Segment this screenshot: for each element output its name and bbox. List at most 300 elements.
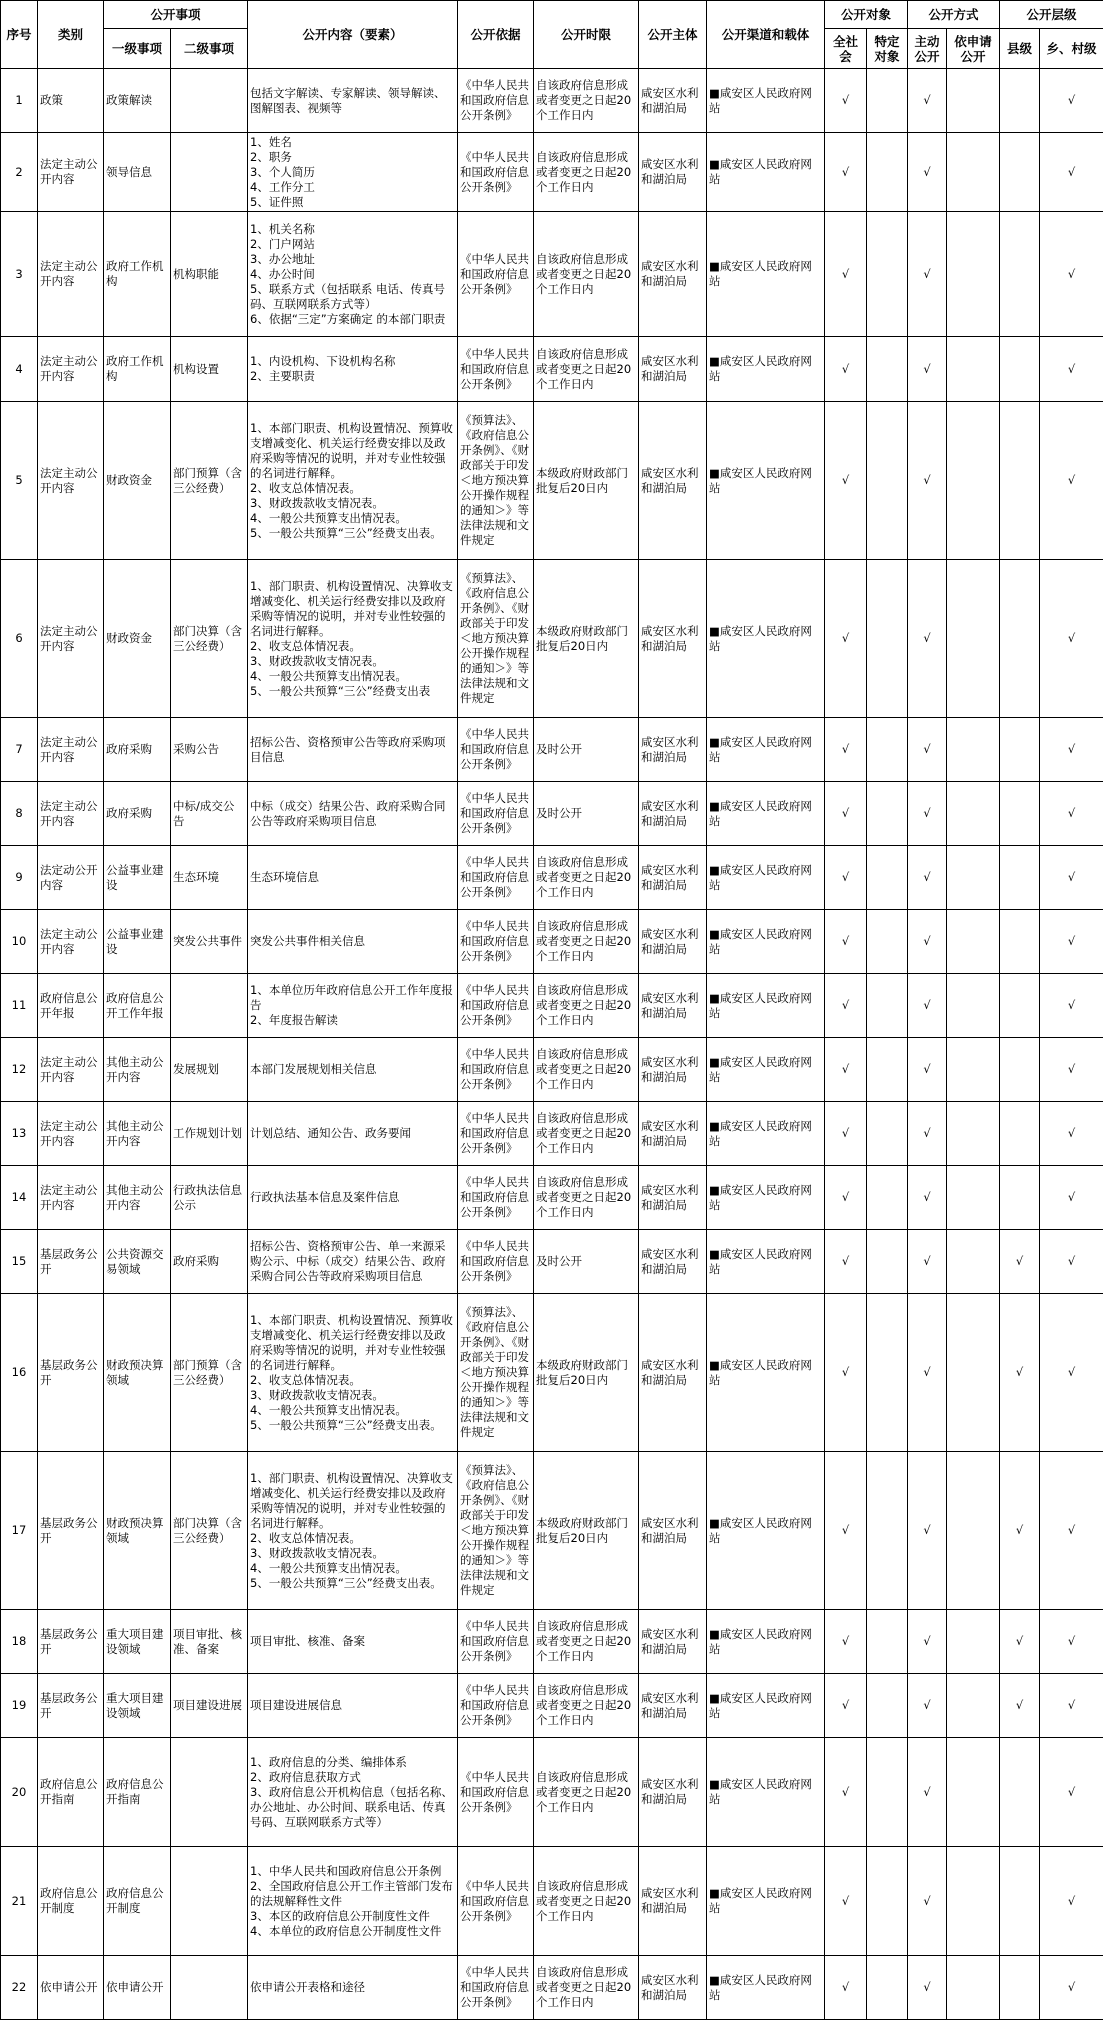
- row-subject: 咸安区水利和湖泊局: [639, 782, 707, 846]
- check-all: [825, 1674, 867, 1738]
- row-subject: 咸安区水利和湖泊局: [639, 1674, 707, 1738]
- row-subject: 咸安区水利和湖泊局: [639, 1738, 707, 1847]
- check-village: [1040, 337, 1103, 402]
- check-all: [825, 212, 867, 337]
- row-level2: 机构职能: [171, 212, 248, 337]
- row-timelimit: 自该政府信息形成或者变更之日起20个工作日内: [534, 1738, 639, 1847]
- check-county: [1000, 1230, 1040, 1294]
- check-all: [825, 846, 867, 910]
- check-apply: [947, 910, 1000, 974]
- table-row: [1, 1038, 1103, 1102]
- check-mark-icon: √: [1067, 1893, 1076, 1908]
- check-active: [908, 1230, 947, 1294]
- row-content: 本部门发展规划相关信息: [248, 1038, 458, 1102]
- check-mark-icon: √: [923, 361, 931, 376]
- table-row: [1, 782, 1103, 846]
- header-tier: 公开层级: [1000, 1, 1103, 29]
- row-channel: ■咸安区人民政府网站: [707, 1102, 825, 1166]
- row-content: 招标公告、资格预审公告、单一来源采购公示、中标（成交）结果公告、政府采购合同公告等政府采购项目信息: [248, 1230, 458, 1294]
- check-mark-icon: √: [841, 806, 850, 820]
- row-subject: 咸安区水利和湖泊局: [639, 337, 707, 402]
- row-channel: ■咸安区人民政府网站: [707, 910, 825, 974]
- check-village: [1040, 1230, 1103, 1294]
- check-village: [1040, 1738, 1103, 1847]
- table-row: [1, 846, 1103, 910]
- row-basis: 《中华人民共和国政府信息公开条例》: [458, 1166, 534, 1230]
- row-level2: 部门决算（含三公经费）: [171, 1452, 248, 1610]
- row-category: 政府信息公开制度: [38, 1847, 104, 1956]
- row-content: 中标（成交）结果公告、政府采购合同公告等政府采购项目信息: [248, 782, 458, 846]
- check-county: [1000, 1847, 1040, 1956]
- row-level1: 领导信息: [104, 133, 171, 212]
- row-subject: 咸安区水利和湖泊局: [639, 1294, 707, 1452]
- check-mark-icon: √: [841, 361, 850, 376]
- check-mark-icon: √: [923, 742, 931, 756]
- check-spec: [867, 974, 908, 1038]
- check-apply: [947, 1847, 1000, 1956]
- row-seq: 15: [1, 1230, 38, 1294]
- check-mark-icon: √: [1067, 806, 1076, 820]
- row-subject: 咸安区水利和湖泊局: [639, 846, 707, 910]
- table-row: [1, 1230, 1103, 1294]
- header-tier-county: 县级: [1000, 29, 1040, 69]
- check-active: [908, 782, 947, 846]
- row-timelimit: 自该政府信息形成或者变更之日起20个工作日内: [534, 1847, 639, 1956]
- check-mark-icon: √: [841, 1190, 850, 1204]
- row-basis: 《中华人民共和国政府信息公开条例》: [458, 1230, 534, 1294]
- row-level1: 政府工作机构: [104, 212, 171, 337]
- check-all: [825, 1956, 867, 2020]
- check-mark-icon: √: [1067, 1523, 1076, 1537]
- check-county: [1000, 402, 1040, 560]
- row-basis: 《中华人民共和国政府信息公开条例》: [458, 718, 534, 782]
- row-channel: ■咸安区人民政府网站: [707, 133, 825, 212]
- check-village: [1040, 846, 1103, 910]
- row-level1: 政府采购: [104, 718, 171, 782]
- row-level1: 财政资金: [104, 402, 171, 560]
- row-subject: 咸安区水利和湖泊局: [639, 910, 707, 974]
- row-seq: 11: [1, 974, 38, 1038]
- row-timelimit: 自该政府信息形成或者变更之日起20个工作日内: [534, 1610, 639, 1674]
- row-subject: 咸安区水利和湖泊局: [639, 133, 707, 212]
- check-village: [1040, 1102, 1103, 1166]
- header-method-apply: 依申请公开: [947, 29, 1000, 69]
- row-basis: 《中华人民共和国政府信息公开条例》: [458, 337, 534, 402]
- check-spec: [867, 69, 908, 133]
- check-spec: [867, 910, 908, 974]
- check-apply: [947, 69, 1000, 133]
- row-content: 1、姓名 2、职务 3、个人简历 4、工作分工 5、证件照: [248, 133, 458, 212]
- row-seq: 21: [1, 1847, 38, 1956]
- row-level1: 其他主动公开内容: [104, 1102, 171, 1166]
- row-timelimit: 本级政府财政部门批复后20日内: [534, 1452, 639, 1610]
- row-seq: 16: [1, 1294, 38, 1452]
- check-mark-icon: √: [1067, 1254, 1076, 1268]
- row-timelimit: 本级政府财政部门批复后20日内: [534, 1294, 639, 1452]
- row-content: 1、政府信息的分类、编排体系 2、政府信息获取方式 3、政府信息公开机构信息（包括名称、办公地址、办公时间、联系电话、传真号码、互联网联系方式等）: [248, 1738, 458, 1847]
- row-basis: 《中华人民共和国政府信息公开条例》: [458, 846, 534, 910]
- check-all: [825, 910, 867, 974]
- row-level2: 工作规划计划: [171, 1102, 248, 1166]
- row-basis: 《预算法》、《政府信息公开条例》、《财政部关于印发＜地方预决算公开操作规程的通知＞》等法律法规和文件规定: [458, 560, 534, 718]
- row-basis: 《中华人民共和国政府信息公开条例》: [458, 1038, 534, 1102]
- row-level1: 公益事业建设: [104, 910, 171, 974]
- check-all: [825, 782, 867, 846]
- check-all: [825, 1294, 867, 1452]
- row-timelimit: 自该政府信息形成或者变更之日起20个工作日内: [534, 974, 639, 1038]
- check-apply: [947, 1166, 1000, 1230]
- row-category: 依申请公开: [38, 1956, 104, 2020]
- check-county: [1000, 1738, 1040, 1847]
- row-timelimit: 自该政府信息形成或者变更之日起20个工作日内: [534, 1038, 639, 1102]
- check-active: [908, 1166, 947, 1230]
- row-seq: 9: [1, 846, 38, 910]
- check-mark-icon: √: [923, 1062, 931, 1076]
- check-mark-icon: √: [923, 93, 931, 107]
- row-level1: 政府工作机构: [104, 337, 171, 402]
- check-spec: [867, 1230, 908, 1294]
- check-spec: [867, 1610, 908, 1674]
- row-seq: 19: [1, 1674, 38, 1738]
- check-mark-icon: √: [841, 934, 850, 948]
- row-level1: 政府信息公开工作年报: [104, 974, 171, 1038]
- check-mark-icon: √: [923, 164, 931, 179]
- check-apply: [947, 846, 1000, 910]
- check-mark-icon: √: [923, 1365, 931, 1379]
- check-mark-icon: √: [1067, 164, 1076, 179]
- check-active: [908, 69, 947, 133]
- row-channel: ■咸安区人民政府网站: [707, 402, 825, 560]
- check-apply: [947, 782, 1000, 846]
- check-mark-icon: √: [1067, 93, 1076, 107]
- check-village: [1040, 1610, 1103, 1674]
- row-seq: 22: [1, 1956, 38, 2020]
- check-apply: [947, 1294, 1000, 1452]
- check-county: [1000, 1610, 1040, 1674]
- check-county: [1000, 910, 1040, 974]
- check-active: [908, 1610, 947, 1674]
- check-active: [908, 1294, 947, 1452]
- table-row: [1, 560, 1103, 718]
- row-category: 法定主动公开内容: [38, 910, 104, 974]
- row-channel: ■咸安区人民政府网站: [707, 1166, 825, 1230]
- row-content: 包括文字解读、专家解读、领导解读、图解图表、视频等: [248, 69, 458, 133]
- check-active: [908, 1038, 947, 1102]
- row-subject: 咸安区水利和湖泊局: [639, 974, 707, 1038]
- table-row: [1, 1738, 1103, 1847]
- check-village: [1040, 718, 1103, 782]
- row-basis: 《中华人民共和国政府信息公开条例》: [458, 1674, 534, 1738]
- check-all: [825, 1847, 867, 1956]
- row-seq: 10: [1, 910, 38, 974]
- header-channel: 公开渠道和载体: [707, 1, 825, 69]
- check-county: [1000, 1674, 1040, 1738]
- row-level1: 其他主动公开内容: [104, 1038, 171, 1102]
- row-channel: ■咸安区人民政府网站: [707, 212, 825, 337]
- check-village: [1040, 212, 1103, 337]
- check-apply: [947, 1230, 1000, 1294]
- check-mark-icon: √: [1067, 266, 1076, 281]
- row-level1: 依申请公开: [104, 1956, 171, 2020]
- row-subject: 咸安区水利和湖泊局: [639, 718, 707, 782]
- row-content: 1、本部门职责、机构设置情况、预算收支增减变化、机关运行经费安排以及政府采购等情况的说明，并对专业性较强的名词进行解释。 2、收支总体情况表。 3、财政拨款收支情况表。 4、一般公共预算支出情况表。 5、一般公共预算“三公”经费支出表。: [248, 1294, 458, 1452]
- table-row: [1, 1166, 1103, 1230]
- row-level2: 突发公共事件: [171, 910, 248, 974]
- row-basis: 《中华人民共和国政府信息公开条例》: [458, 1610, 534, 1674]
- row-subject: 咸安区水利和湖泊局: [639, 1452, 707, 1610]
- check-county: [1000, 846, 1040, 910]
- check-mark-icon: √: [1067, 1126, 1076, 1140]
- row-category: 法定主动公开内容: [38, 1166, 104, 1230]
- row-channel: ■咸安区人民政府网站: [707, 1294, 825, 1452]
- check-mark-icon: √: [923, 1190, 931, 1204]
- row-timelimit: 自该政府信息形成或者变更之日起20个工作日内: [534, 1674, 639, 1738]
- header-target-all: 全社会: [825, 29, 867, 69]
- check-active: [908, 212, 947, 337]
- check-mark-icon: √: [1067, 361, 1076, 376]
- check-spec: [867, 337, 908, 402]
- check-county: [1000, 1956, 1040, 2020]
- check-apply: [947, 1956, 1000, 2020]
- check-spec: [867, 846, 908, 910]
- row-content: 1、部门职责、机构设置情况、决算收支增减变化、机关运行经费安排以及政府采购等情况的说明，并对专业性较强的名词进行解释。 2、收支总体情况表。 3、财政拨款收支情况表。 4、一般公共预算支出情况表。 5、一般公共预算“三公”经费支出表: [248, 560, 458, 718]
- row-subject: 咸安区水利和湖泊局: [639, 560, 707, 718]
- check-mark-icon: √: [1015, 1254, 1024, 1268]
- check-spec: [867, 560, 908, 718]
- check-apply: [947, 1610, 1000, 1674]
- row-content: 1、本部门职责、机构设置情况、预算收支增减变化、机关运行经费安排以及政府采购等情况的说明，并对专业性较强的名词进行解释。 2、收支总体情况表。 3、财政拨款收支情况表。 4、一般公共预算支出情况表。 5、一般公共预算“三公”经费支出表。: [248, 402, 458, 560]
- row-timelimit: 自该政府信息形成或者变更之日起20个工作日内: [534, 133, 639, 212]
- row-basis: 《中华人民共和国政府信息公开条例》: [458, 133, 534, 212]
- check-apply: [947, 560, 1000, 718]
- row-timelimit: 及时公开: [534, 718, 639, 782]
- check-all: [825, 560, 867, 718]
- check-village: [1040, 782, 1103, 846]
- row-content: 突发公共事件相关信息: [248, 910, 458, 974]
- check-mark-icon: √: [1067, 473, 1076, 487]
- check-apply: [947, 718, 1000, 782]
- row-level2: 部门决算（含三公经费）: [171, 560, 248, 718]
- check-mark-icon: √: [841, 742, 850, 756]
- check-county: [1000, 69, 1040, 133]
- check-mark-icon: √: [923, 1784, 931, 1799]
- check-mark-icon: √: [1015, 1365, 1024, 1379]
- table-row: [1, 133, 1103, 212]
- row-category: 基层政务公开: [38, 1230, 104, 1294]
- row-level2: 项目建设进展: [171, 1674, 248, 1738]
- check-mark-icon: √: [923, 1254, 931, 1268]
- check-all: [825, 1102, 867, 1166]
- row-timelimit: 自该政府信息形成或者变更之日起20个工作日内: [534, 69, 639, 133]
- row-level2: 发展规划: [171, 1038, 248, 1102]
- check-all: [825, 402, 867, 560]
- check-mark-icon: √: [923, 473, 931, 487]
- table-body: [1, 69, 1103, 2020]
- row-basis: 《预算法》、《政府信息公开条例》、《财政部关于印发＜地方预决算公开操作规程的通知＞》等法律法规和文件规定: [458, 402, 534, 560]
- row-content: 1、中华人民共和国政府信息公开条例 2、全国政府信息公开工作主管部门发布的法规解释性文件 3、本区的政府信息公开制度性文件 4、本单位的政府信息公开制度性文件: [248, 1847, 458, 1956]
- check-apply: [947, 1102, 1000, 1166]
- check-mark-icon: √: [923, 998, 931, 1012]
- row-level1: 其他主动公开内容: [104, 1166, 171, 1230]
- row-channel: ■咸安区人民政府网站: [707, 69, 825, 133]
- row-subject: 咸安区水利和湖泊局: [639, 1166, 707, 1230]
- row-category: 法定动公开内容: [38, 846, 104, 910]
- check-active: [908, 718, 947, 782]
- row-seq: 8: [1, 782, 38, 846]
- row-level1: 财政预决算领域: [104, 1294, 171, 1452]
- check-all: [825, 1166, 867, 1230]
- check-mark-icon: √: [1067, 631, 1076, 645]
- row-channel: ■咸安区人民政府网站: [707, 974, 825, 1038]
- row-category: 法定主动公开内容: [38, 782, 104, 846]
- row-subject: 咸安区水利和湖泊局: [639, 1847, 707, 1956]
- check-county: [1000, 1102, 1040, 1166]
- row-level2: 生态环境: [171, 846, 248, 910]
- row-seq: 5: [1, 402, 38, 560]
- check-county: [1000, 718, 1040, 782]
- check-county: [1000, 1038, 1040, 1102]
- row-content: 依申请公开表格和途径: [248, 1956, 458, 2020]
- check-apply: [947, 1038, 1000, 1102]
- row-level2: [171, 1738, 248, 1847]
- check-all: [825, 1610, 867, 1674]
- check-village: [1040, 133, 1103, 212]
- check-county: [1000, 337, 1040, 402]
- row-category: 法定主动公开内容: [38, 133, 104, 212]
- check-active: [908, 1847, 947, 1956]
- check-spec: [867, 1847, 908, 1956]
- row-channel: ■咸安区人民政府网站: [707, 846, 825, 910]
- row-category: 基层政务公开: [38, 1674, 104, 1738]
- check-mark-icon: √: [923, 631, 931, 645]
- check-mark-icon: √: [841, 870, 850, 884]
- row-category: 基层政务公开: [38, 1452, 104, 1610]
- row-timelimit: 自该政府信息形成或者变更之日起20个工作日内: [534, 212, 639, 337]
- check-mark-icon: √: [923, 1634, 931, 1648]
- row-timelimit: 本级政府财政部门批复后20日内: [534, 402, 639, 560]
- check-spec: [867, 1294, 908, 1452]
- row-level2: 项目审批、核准、备案: [171, 1610, 248, 1674]
- table-row: [1, 910, 1103, 974]
- check-mark-icon: √: [841, 998, 850, 1012]
- row-category: 基层政务公开: [38, 1610, 104, 1674]
- row-level1: 政府信息公开制度: [104, 1847, 171, 1956]
- row-basis: 《中华人民共和国政府信息公开条例》: [458, 974, 534, 1038]
- check-county: [1000, 974, 1040, 1038]
- check-mark-icon: √: [841, 1634, 850, 1648]
- row-subject: 咸安区水利和湖泊局: [639, 212, 707, 337]
- row-channel: ■咸安区人民政府网站: [707, 782, 825, 846]
- row-channel: ■咸安区人民政府网站: [707, 1847, 825, 1956]
- row-subject: 咸安区水利和湖泊局: [639, 1956, 707, 2020]
- table-row: [1, 1610, 1103, 1674]
- header-target-specific: 特定对象: [867, 29, 908, 69]
- check-mark-icon: √: [923, 1126, 931, 1140]
- header-category: 类别: [38, 1, 104, 69]
- row-subject: 咸安区水利和湖泊局: [639, 1230, 707, 1294]
- check-county: [1000, 1166, 1040, 1230]
- check-active: [908, 1102, 947, 1166]
- check-active: [908, 846, 947, 910]
- check-all: [825, 133, 867, 212]
- check-mark-icon: √: [1067, 870, 1076, 884]
- check-village: [1040, 1674, 1103, 1738]
- row-content: 1、部门职责、机构设置情况、决算收支增减变化、机关运行经费安排以及政府采购等情况的说明，并对专业性较强的名词进行解释。 2、收支总体情况表。 3、财政拨款收支情况表。 4、一般公共预算支出情况表。 5、一般公共预算“三公”经费支出表。: [248, 1452, 458, 1610]
- row-basis: 《中华人民共和国政府信息公开条例》: [458, 1956, 534, 2020]
- row-category: 基层政务公开: [38, 1294, 104, 1452]
- row-content: 1、机关名称 2、门户网站 3、办公地址 4、办公时间 5、联系方式（包括联系 电话、传真号码、互联网联系方式等） 6、依据“三定”方案确定 的本部门职责: [248, 212, 458, 337]
- table-row: [1, 974, 1103, 1038]
- check-spec: [867, 1102, 908, 1166]
- row-level1: 财政资金: [104, 560, 171, 718]
- row-level2: 部门预算（含三公经费）: [171, 402, 248, 560]
- row-seq: 12: [1, 1038, 38, 1102]
- row-level2: [171, 1956, 248, 2020]
- check-mark-icon: √: [1067, 1062, 1076, 1076]
- check-spec: [867, 718, 908, 782]
- check-mark-icon: √: [841, 1254, 850, 1268]
- check-county: [1000, 212, 1040, 337]
- check-apply: [947, 1452, 1000, 1610]
- table-row: [1, 718, 1103, 782]
- row-level1: 重大项目建设领域: [104, 1674, 171, 1738]
- row-basis: 《中华人民共和国政府信息公开条例》: [458, 782, 534, 846]
- check-mark-icon: √: [841, 631, 850, 645]
- row-seq: 6: [1, 560, 38, 718]
- row-level1: 政府采购: [104, 782, 171, 846]
- check-mark-icon: √: [1067, 1190, 1076, 1204]
- row-category: 法定主动公开内容: [38, 402, 104, 560]
- row-timelimit: 本级政府财政部门批复后20日内: [534, 560, 639, 718]
- row-level2: [171, 69, 248, 133]
- check-village: [1040, 560, 1103, 718]
- check-mark-icon: √: [841, 1893, 850, 1908]
- check-all: [825, 337, 867, 402]
- row-seq: 20: [1, 1738, 38, 1847]
- row-channel: ■咸安区人民政府网站: [707, 1610, 825, 1674]
- check-village: [1040, 69, 1103, 133]
- row-channel: ■咸安区人民政府网站: [707, 1956, 825, 2020]
- row-basis: 《中华人民共和国政府信息公开条例》: [458, 212, 534, 337]
- row-timelimit: 自该政府信息形成或者变更之日起20个工作日内: [534, 846, 639, 910]
- row-content: 1、本单位历年政府信息公开工作年度报告 2、年度报告解读: [248, 974, 458, 1038]
- check-mark-icon: √: [923, 870, 931, 884]
- check-mark-icon: √: [841, 1980, 850, 1994]
- check-village: [1040, 1847, 1103, 1956]
- check-all: [825, 1230, 867, 1294]
- header-seq: 序号: [1, 1, 38, 69]
- check-spec: [867, 1166, 908, 1230]
- check-mark-icon: √: [1015, 1698, 1024, 1712]
- row-timelimit: 自该政府信息形成或者变更之日起20个工作日内: [534, 910, 639, 974]
- check-mark-icon: √: [1067, 1980, 1076, 1994]
- table-row: [1, 1674, 1103, 1738]
- row-seq: 1: [1, 69, 38, 133]
- check-active: [908, 1956, 947, 2020]
- table-row: [1, 212, 1103, 337]
- check-county: [1000, 782, 1040, 846]
- check-mark-icon: √: [841, 1365, 850, 1379]
- check-apply: [947, 1674, 1000, 1738]
- check-active: [908, 560, 947, 718]
- row-level2: 部门预算（含三公经费）: [171, 1294, 248, 1452]
- row-content: 生态环境信息: [248, 846, 458, 910]
- row-subject: 咸安区水利和湖泊局: [639, 69, 707, 133]
- check-spec: [867, 782, 908, 846]
- row-category: 法定主动公开内容: [38, 718, 104, 782]
- row-level2: [171, 133, 248, 212]
- row-level2: [171, 1847, 248, 1956]
